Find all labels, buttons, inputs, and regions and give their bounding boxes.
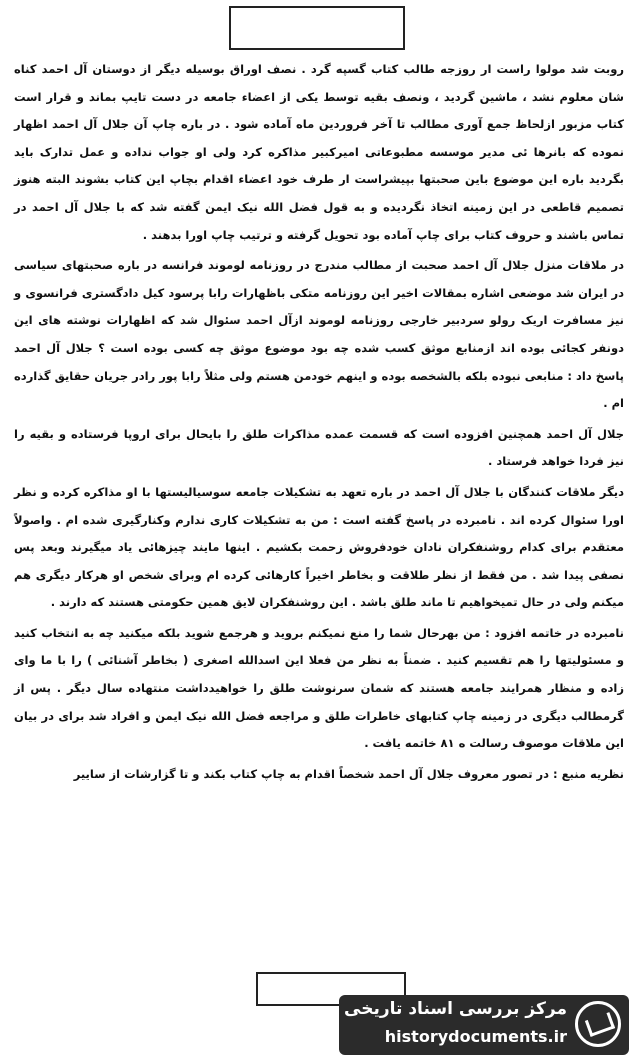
paragraph-4: دیگر ملاقات کنندگان با جلال آل احمد در باره تعهد به تشکیلات جامعه سوسیالیستها با او مذاکره کرده و نظر اورا سئوال کرده اند . نامبرده در پاسخ گفته است : من به تشکیلات کاری ندارم وکنارگیری شده ام . واصولاً معتقدم برای کدام روشنفکران نادان خودفروش زحمت بکشیم . اینها مایند چیزهائی یاد میگیرند وبعد پس نصفی پیدا شد . من فقط از نظر طلاقت و بخاطر اخیراً کارهائی کرده ام وبرای شخص او هرکار دیگری هم میکنم ولی در حال تمیخواهیم تا ماند طلق باشد . این روشنفکران لایق همین حکومتی هستند که دارند .: [14, 484, 624, 610]
history-documents-logo-icon: [575, 1001, 621, 1047]
header-stamp: [229, 6, 405, 50]
watermark-banner: [339, 995, 629, 1055]
paragraph-3: جلال آل احمد همچنین افزوده است که قسمت عمده مذاکرات طلق را بایحال برای اروپا فرستاده و بقیه را نیز فردا خواهد فرستاد .: [14, 426, 624, 469]
paragraph-1: روبت شد مولوا راست ار روزجه طالب کتاب گسپه گرد . نصف اوراق بوسیله دیگر از دوستان آل احمد کناه شان معلوم نشد ، ماشین گردید ، ونصف بقیه توسط یکی از اعضاء جامعه در دست تایپ بماند و قرار است کتاب مزبور ازلحاظ جمع آوری مطالب تا آخر فروردین ماه آماده شود . در باره چاپ آن جلال آل احمد اظهار نموده که بانرها ئی مدیر موسسه مطبوعاتی امیرکبیر مذاکره کرد ولی او جواب نداده و عمل تدارک باید بگردید باره این موضوع باین صحبتها بپیشراست ار طرف خود اعضاء اقدام بچاپ این کتاب بشوند البته هنوز تصمیم قاطعی در این زمینه اتخاذ نگردیده و به قول فضل الله نیک ایمن گفته شد که با جلال آل احمد در تماس باشند و حروف کتاب برای چاپ آماده بود تحویل گرفته و ترتیب چاپ اورا بدهند .: [14, 62, 624, 242]
paragraph-6: نظریه منبع : در تصور معروف جلال آل احمد شخصاً اقدام به چاپ کتاب بکند و تا گزارشات از ساییر: [73, 766, 624, 781]
watermark-url: historydocuments.ir: [384, 1027, 567, 1046]
paragraph-2: در ملاقات منزل جلال آل احمد صحبت از مطالب مندرج در روزنامه لوموند فرانسه در باره صحبتهای سیاسی در ایران شد موضعی اشاره بمقالات اخیر این روزنامه متکی باظهارات رابا پرسود کیل دادگستری فرانسوی و نیز مسافرت اریک رولو سردبیر خارجی روزنامه لوموند ازآل احمد سئوال شد که اظهارات نوشته های این دونفر کجائی بوده اند ازمنابع موثق کسب شده چه بود موضوع موثق چه کسی بوده است ؟ جلال آل احمد پاسخ داد : منابعی نبوده بلکه بالشخصه بوده و اینهم خودمن هستم ولی مثلاً رابا پور رادر جریان حقایق گذارده ام .: [14, 258, 624, 411]
document-body: [14, 56, 624, 791]
watermark-title: مرکز بررسی اسناد تاریخی: [344, 999, 567, 1019]
paragraph-5: نامبرده در خاتمه افزود : من بهرحال شما را منع نمیکنم بروید و هرجمع شوید بلکه میکنید چه به انتخاب کنید و مسئولیتها را هم تقسیم کنید . ضمناً به نظر من فعلا این اسدالله اصغری ( بخاطر آشنائی ) را با ما وای زاده و منظار همرایند جامعه هستند که شمان سرنوشت طلق را خواهیدداشت منتهاده سال دیگر . پس از گرمطالب دیگری در زمینه چاپ کتابهای خاطرات طلق و مراجعه فضل الله نیک ایمن و افراد شد برای در بیان این ملاقات موصوف رسالت ه ٨١ خاتمه یافت .: [14, 625, 624, 751]
